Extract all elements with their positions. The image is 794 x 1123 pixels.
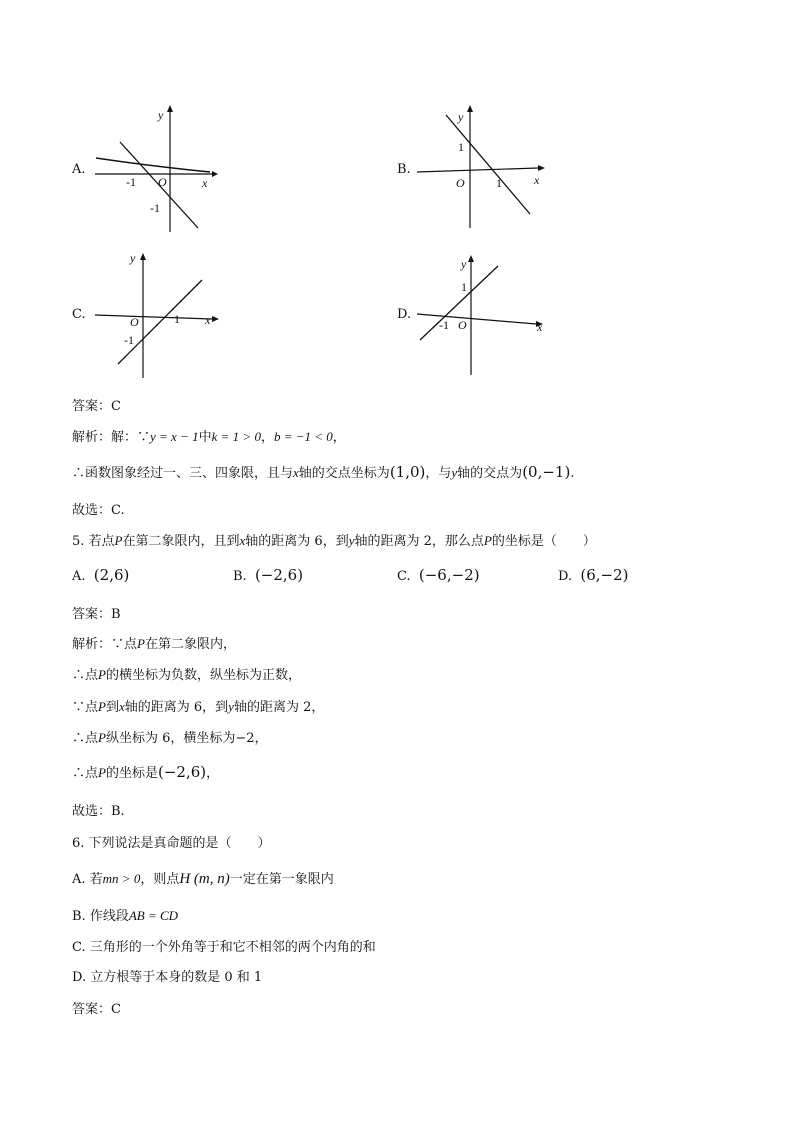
- q4-answer: 答案：C: [72, 399, 121, 414]
- graph-d-x-axis: [417, 314, 536, 324]
- q5-option-b: B. (−2,6): [233, 566, 304, 584]
- graph-d-one-y: 1: [461, 280, 467, 294]
- q6-option-a: A. 若mn > 0，则点H (m, n)一定在第一象限内: [72, 871, 334, 887]
- graph-d-y-label: y: [461, 257, 467, 271]
- graph-a-neg1-y: -1: [150, 201, 160, 215]
- graph-d-origin: O: [458, 318, 467, 332]
- graph-b-one-y: 1: [458, 140, 464, 154]
- graph-b-line: [446, 115, 530, 214]
- graph-a: [90, 100, 220, 235]
- graph-b-x-label: x: [534, 173, 540, 187]
- graph-c: [90, 248, 225, 383]
- q5-analysis-5: ∴点P的坐标是(−2,6)，: [72, 763, 220, 781]
- graph-c-x-label: x: [205, 313, 211, 327]
- q5-option-d: D. (6,−2): [558, 566, 629, 584]
- graph-a-curve: [96, 158, 210, 172]
- graph-b-origin: O: [456, 176, 465, 190]
- graph-c-y-label: y: [130, 251, 136, 265]
- q6-option-c: C. 三角形的一个外角等于和它不相邻的两个内角的和: [72, 940, 376, 955]
- graph-c-neg1-y: -1: [124, 333, 134, 347]
- graph-c-x-axis: [95, 315, 212, 319]
- graph-b: [412, 100, 552, 230]
- q4-analysis: 解析：解：∵y = x − 1中k = 1 > 0，b = −1 < 0，: [72, 429, 346, 445]
- graph-c-x-arrow: [212, 316, 219, 322]
- q5-analysis-3: ∵点P到x轴的距离为 6，到y轴的距离为 2，: [72, 699, 325, 715]
- graph-b-x-arrow: [538, 165, 545, 171]
- option-c-label: C.: [72, 307, 86, 322]
- graph-b-x-axis: [417, 168, 538, 172]
- graph-a-origin: O: [158, 175, 167, 189]
- graph-d: [412, 248, 552, 378]
- q6-option-b: B. 作线段AB = CD: [72, 908, 179, 924]
- option-b-label: B.: [397, 162, 411, 177]
- graph-c-y-arrow: [140, 253, 146, 260]
- graph-a-x-arrow: [212, 171, 218, 177]
- graph-a-y-arrow: [167, 105, 173, 112]
- q6-stem: 6. 下列说法是真命题的是（ ）: [72, 836, 271, 851]
- graph-a-x-label: x: [202, 176, 208, 190]
- q6-option-d: D. 立方根等于本身的数是 0 和 1: [72, 970, 263, 985]
- option-d-label: D.: [397, 307, 412, 322]
- graph-d-neg1-x: -1: [439, 318, 449, 332]
- q5-choose: 故选：B.: [72, 804, 125, 819]
- graph-d-x-label: x: [537, 320, 543, 334]
- q5-analysis-4: ∴点P纵坐标为 6，横坐标为−2，: [72, 730, 268, 746]
- q5-answer: 答案：B: [72, 607, 121, 622]
- q5-analysis-2: ∴点P的横坐标为负数，纵坐标为正数，: [72, 667, 301, 683]
- q5-option-a: A. (2,6): [72, 566, 130, 584]
- q6-answer: 答案：C: [72, 1002, 121, 1017]
- graph-a-neg1-x: -1: [126, 175, 136, 189]
- q5-analysis-1: 解析：∵点P在第二象限内，: [72, 636, 236, 652]
- graph-b-y-label: y: [458, 110, 464, 124]
- option-a-label: A.: [72, 162, 86, 177]
- q4-choose: 故选：C.: [72, 503, 125, 518]
- graph-b-one-x: 1: [496, 176, 502, 190]
- graph-c-one-x: 1: [174, 312, 180, 326]
- graph-c-origin: O: [130, 315, 139, 329]
- graph-b-y-arrow: [467, 105, 473, 112]
- q4-conclusion: ∴函数图象经过一、三、四象限，且与x轴的交点坐标为(1,0)，与y轴的交点为(0,−1).: [72, 463, 575, 481]
- q5-option-c: C. (−6,−2): [397, 566, 480, 584]
- q5-stem: 5. 若点P在第二象限内，且到x轴的距离为 6，到y轴的距离为 2，那么点P的坐标是（ ）: [72, 533, 596, 549]
- graph-d-y-arrow: [468, 255, 474, 262]
- graph-a-y-label: y: [158, 108, 164, 122]
